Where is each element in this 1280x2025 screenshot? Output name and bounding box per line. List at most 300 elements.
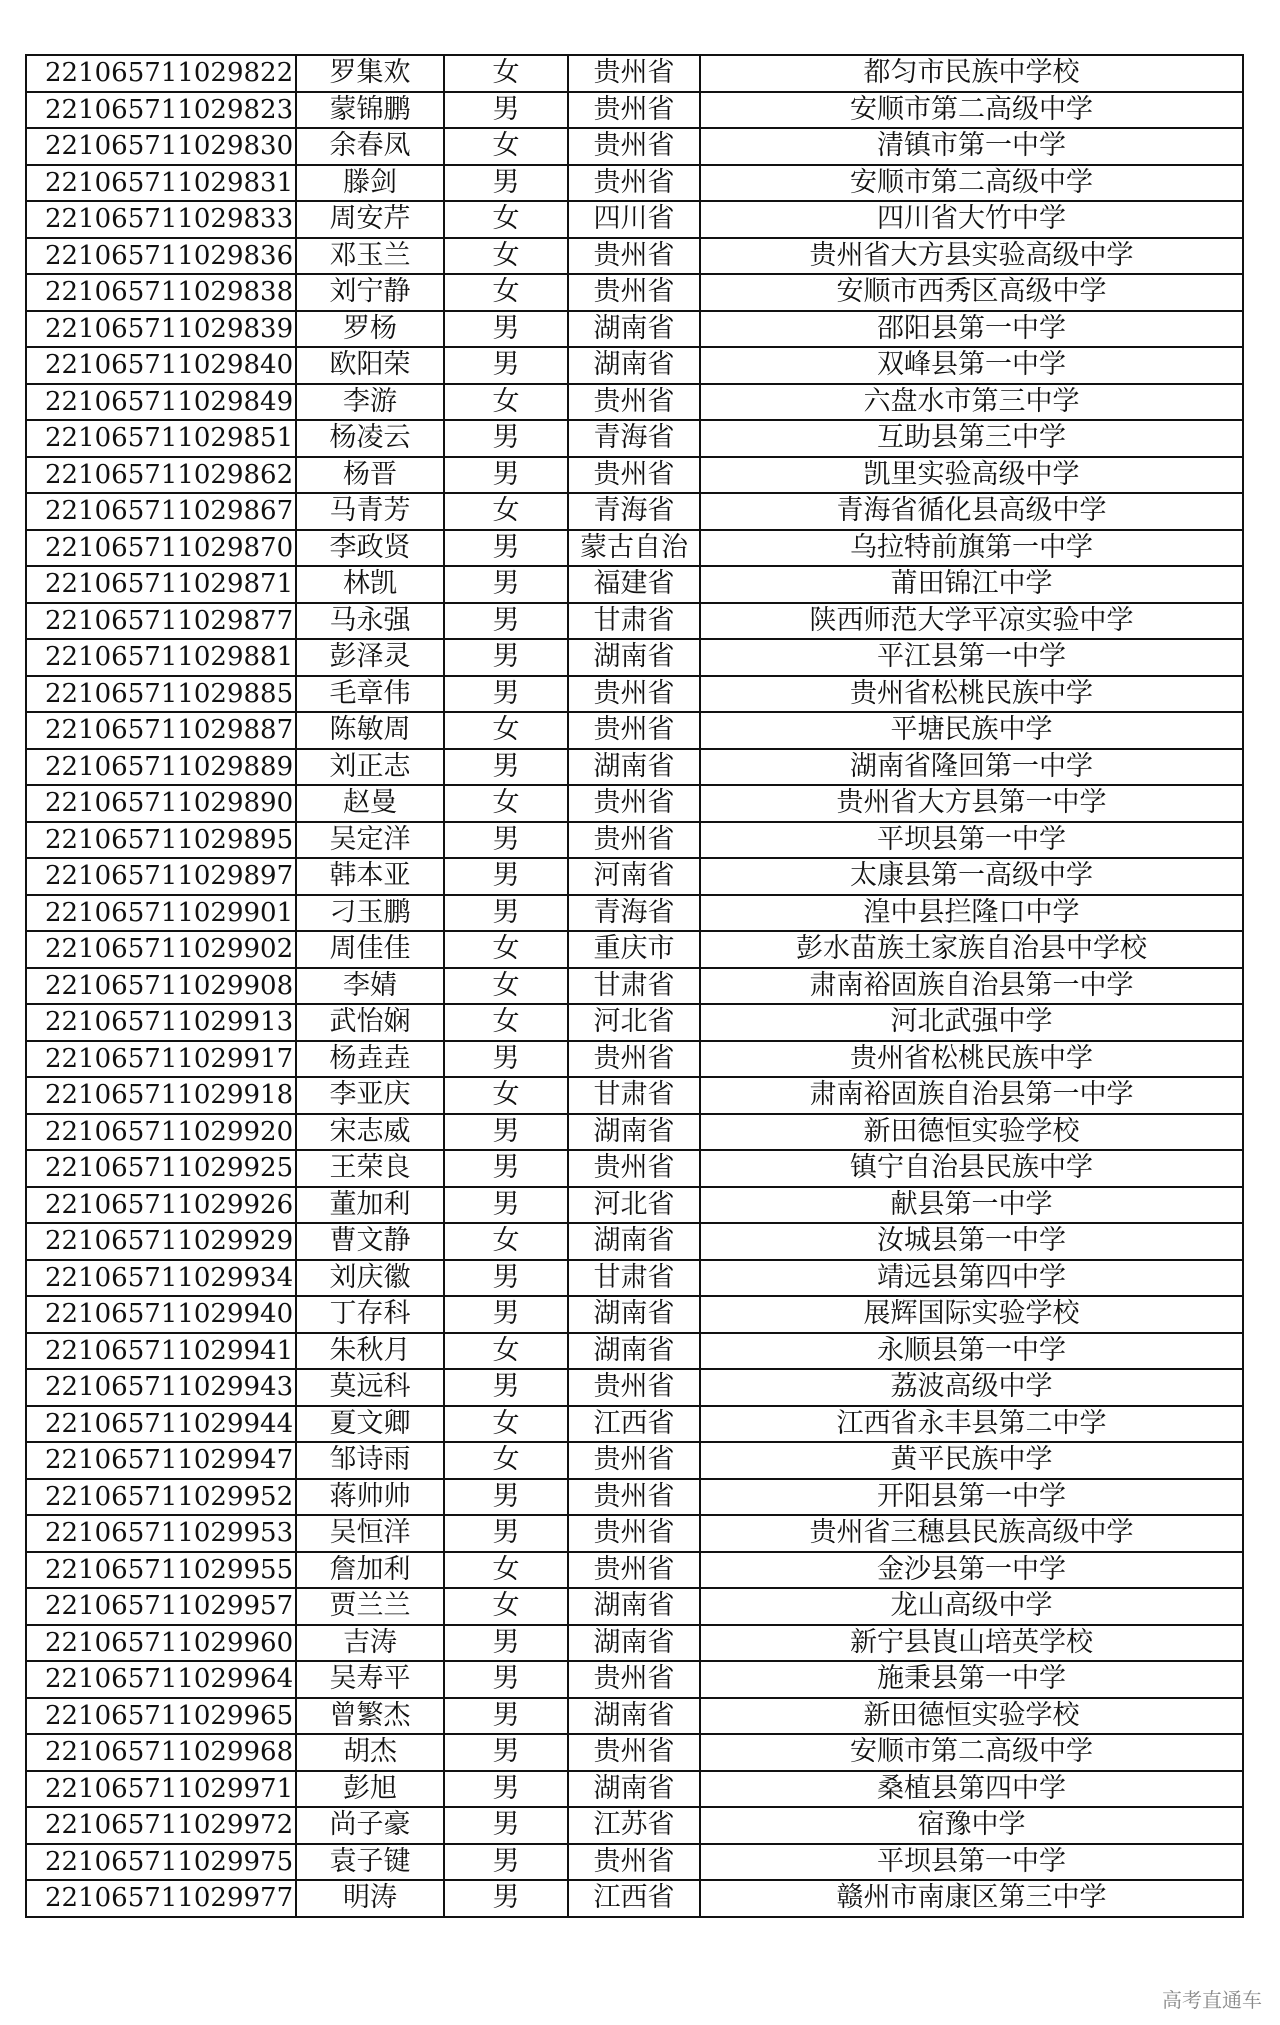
name-cell: 林凯 xyxy=(296,566,444,603)
table-row xyxy=(26,530,1243,567)
exam-number-cell: 221065711029929 xyxy=(26,1223,296,1260)
province-cell: 甘肃省 xyxy=(568,1077,700,1114)
gender-cell: 女 xyxy=(444,1004,568,1041)
province-cell: 湖南省 xyxy=(568,347,700,384)
exam-number-cell: 221065711029955 xyxy=(26,1552,296,1589)
school-cell: 献县第一中学 xyxy=(700,1187,1243,1224)
province-cell: 贵州省 xyxy=(568,128,700,165)
exam-number-cell: 221065711029851 xyxy=(26,420,296,457)
school-cell: 凯里实验高级中学 xyxy=(700,457,1243,494)
province-cell: 湖南省 xyxy=(568,1114,700,1151)
school-cell: 镇宁自治县民族中学 xyxy=(700,1150,1243,1187)
school-cell: 肃南裕固族自治县第一中学 xyxy=(700,968,1243,1005)
student-list-table xyxy=(25,54,1244,1918)
school-cell: 双峰县第一中学 xyxy=(700,347,1243,384)
province-cell: 湖南省 xyxy=(568,311,700,348)
name-cell: 李婧 xyxy=(296,968,444,1005)
name-cell: 赵曼 xyxy=(296,785,444,822)
name-cell: 胡杰 xyxy=(296,1734,444,1771)
table-row xyxy=(26,639,1243,676)
province-cell: 福建省 xyxy=(568,566,700,603)
school-cell: 邵阳县第一中学 xyxy=(700,311,1243,348)
exam-number-cell: 221065711029887 xyxy=(26,712,296,749)
school-cell: 乌拉特前旗第一中学 xyxy=(700,530,1243,567)
gender-cell: 女 xyxy=(444,1223,568,1260)
name-cell: 武怡娴 xyxy=(296,1004,444,1041)
school-cell: 平坝县第一中学 xyxy=(700,1844,1243,1881)
school-cell: 靖远县第四中学 xyxy=(700,1260,1243,1297)
exam-number-cell: 221065711029972 xyxy=(26,1807,296,1844)
student-list-body xyxy=(26,55,1243,1917)
exam-number-cell: 221065711029867 xyxy=(26,493,296,530)
table-row xyxy=(26,201,1243,238)
gender-cell: 女 xyxy=(444,128,568,165)
table-row xyxy=(26,1479,1243,1516)
gender-cell: 男 xyxy=(444,530,568,567)
gender-cell: 女 xyxy=(444,274,568,311)
name-cell: 明涛 xyxy=(296,1880,444,1917)
gender-cell: 男 xyxy=(444,1698,568,1735)
table-row xyxy=(26,1807,1243,1844)
name-cell: 蒋帅帅 xyxy=(296,1479,444,1516)
table-row xyxy=(26,493,1243,530)
school-cell: 贵州省三穗县民族高级中学 xyxy=(700,1515,1243,1552)
name-cell: 马永强 xyxy=(296,603,444,640)
province-cell: 蒙古自治 xyxy=(568,530,700,567)
exam-number-cell: 221065711029944 xyxy=(26,1406,296,1443)
gender-cell: 女 xyxy=(444,1333,568,1370)
school-cell: 贵州省松桃民族中学 xyxy=(700,676,1243,713)
table-row xyxy=(26,1880,1243,1917)
name-cell: 王荣良 xyxy=(296,1150,444,1187)
exam-number-cell: 221065711029889 xyxy=(26,749,296,786)
school-cell: 龙山高级中学 xyxy=(700,1588,1243,1625)
school-cell: 江西省永丰县第二中学 xyxy=(700,1406,1243,1443)
exam-number-cell: 221065711029964 xyxy=(26,1661,296,1698)
table-row xyxy=(26,1734,1243,1771)
school-cell: 赣州市南康区第三中学 xyxy=(700,1880,1243,1917)
name-cell: 董加利 xyxy=(296,1187,444,1224)
province-cell: 贵州省 xyxy=(568,55,700,92)
school-cell: 安顺市第二高级中学 xyxy=(700,165,1243,202)
name-cell: 尚子豪 xyxy=(296,1807,444,1844)
gender-cell: 男 xyxy=(444,1880,568,1917)
province-cell: 湖南省 xyxy=(568,1588,700,1625)
school-cell: 安顺市第二高级中学 xyxy=(700,1734,1243,1771)
gender-cell: 女 xyxy=(444,785,568,822)
exam-number-cell: 221065711029917 xyxy=(26,1041,296,1078)
gender-cell: 女 xyxy=(444,968,568,1005)
gender-cell: 男 xyxy=(444,1479,568,1516)
exam-number-cell: 221065711029941 xyxy=(26,1333,296,1370)
table-row xyxy=(26,1369,1243,1406)
school-cell: 黄平民族中学 xyxy=(700,1442,1243,1479)
table-row xyxy=(26,55,1243,92)
exam-number-cell: 221065711029870 xyxy=(26,530,296,567)
province-cell: 河北省 xyxy=(568,1187,700,1224)
exam-number-cell: 221065711029833 xyxy=(26,201,296,238)
gender-cell: 男 xyxy=(444,1369,568,1406)
gender-cell: 男 xyxy=(444,92,568,129)
gender-cell: 女 xyxy=(444,1442,568,1479)
table-row xyxy=(26,420,1243,457)
exam-number-cell: 221065711029920 xyxy=(26,1114,296,1151)
province-cell: 青海省 xyxy=(568,895,700,932)
province-cell: 甘肃省 xyxy=(568,968,700,1005)
gender-cell: 男 xyxy=(444,639,568,676)
exam-number-cell: 221065711029890 xyxy=(26,785,296,822)
gender-cell: 男 xyxy=(444,347,568,384)
gender-cell: 男 xyxy=(444,1661,568,1698)
watermark-text: 高考直通车 xyxy=(1162,1988,1262,2012)
name-cell: 刘正志 xyxy=(296,749,444,786)
school-cell: 莆田锦江中学 xyxy=(700,566,1243,603)
exam-number-cell: 221065711029902 xyxy=(26,931,296,968)
school-cell: 肃南裕固族自治县第一中学 xyxy=(700,1077,1243,1114)
province-cell: 贵州省 xyxy=(568,384,700,421)
gender-cell: 男 xyxy=(444,1187,568,1224)
exam-number-cell: 221065711029822 xyxy=(26,55,296,92)
school-cell: 都匀市民族中学校 xyxy=(700,55,1243,92)
name-cell: 蒙锦鹏 xyxy=(296,92,444,129)
table-row xyxy=(26,1041,1243,1078)
school-cell: 贵州省大方县第一中学 xyxy=(700,785,1243,822)
table-row xyxy=(26,1114,1243,1151)
school-cell: 贵州省大方县实验高级中学 xyxy=(700,238,1243,275)
exam-number-cell: 221065711029953 xyxy=(26,1515,296,1552)
name-cell: 余春凤 xyxy=(296,128,444,165)
province-cell: 贵州省 xyxy=(568,1041,700,1078)
province-cell: 湖南省 xyxy=(568,1698,700,1735)
exam-number-cell: 221065711029960 xyxy=(26,1625,296,1662)
table-row xyxy=(26,603,1243,640)
name-cell: 詹加利 xyxy=(296,1552,444,1589)
name-cell: 欧阳荣 xyxy=(296,347,444,384)
exam-number-cell: 221065711029881 xyxy=(26,639,296,676)
name-cell: 罗杨 xyxy=(296,311,444,348)
gender-cell: 女 xyxy=(444,384,568,421)
gender-cell: 男 xyxy=(444,566,568,603)
name-cell: 丁存科 xyxy=(296,1296,444,1333)
province-cell: 甘肃省 xyxy=(568,1260,700,1297)
exam-number-cell: 221065711029913 xyxy=(26,1004,296,1041)
exam-number-cell: 221065711029908 xyxy=(26,968,296,1005)
province-cell: 贵州省 xyxy=(568,676,700,713)
school-cell: 青海省循化县高级中学 xyxy=(700,493,1243,530)
table-row xyxy=(26,1004,1243,1041)
gender-cell: 男 xyxy=(444,457,568,494)
province-cell: 湖南省 xyxy=(568,1296,700,1333)
exam-number-cell: 221065711029871 xyxy=(26,566,296,603)
name-cell: 贾兰兰 xyxy=(296,1588,444,1625)
province-cell: 贵州省 xyxy=(568,1844,700,1881)
name-cell: 吉涛 xyxy=(296,1625,444,1662)
gender-cell: 女 xyxy=(444,238,568,275)
province-cell: 贵州省 xyxy=(568,822,700,859)
province-cell: 贵州省 xyxy=(568,1442,700,1479)
name-cell: 李亚庆 xyxy=(296,1077,444,1114)
table-row xyxy=(26,1150,1243,1187)
gender-cell: 男 xyxy=(444,1625,568,1662)
school-cell: 平塘民族中学 xyxy=(700,712,1243,749)
school-cell: 湟中县拦隆口中学 xyxy=(700,895,1243,932)
province-cell: 贵州省 xyxy=(568,1150,700,1187)
name-cell: 马青芳 xyxy=(296,493,444,530)
province-cell: 青海省 xyxy=(568,420,700,457)
school-cell: 新田德恒实验学校 xyxy=(700,1114,1243,1151)
exam-number-cell: 221065711029943 xyxy=(26,1369,296,1406)
name-cell: 吴定洋 xyxy=(296,822,444,859)
gender-cell: 男 xyxy=(444,1114,568,1151)
province-cell: 青海省 xyxy=(568,493,700,530)
exam-number-cell: 221065711029877 xyxy=(26,603,296,640)
exam-number-cell: 221065711029940 xyxy=(26,1296,296,1333)
exam-number-cell: 221065711029836 xyxy=(26,238,296,275)
name-cell: 彭旭 xyxy=(296,1771,444,1808)
table-row xyxy=(26,676,1243,713)
school-cell: 永顺县第一中学 xyxy=(700,1333,1243,1370)
gender-cell: 男 xyxy=(444,603,568,640)
name-cell: 滕剑 xyxy=(296,165,444,202)
school-cell: 新田德恒实验学校 xyxy=(700,1698,1243,1735)
gender-cell: 男 xyxy=(444,420,568,457)
exam-number-cell: 221065711029885 xyxy=(26,676,296,713)
school-cell: 荔波高级中学 xyxy=(700,1369,1243,1406)
province-cell: 湖南省 xyxy=(568,749,700,786)
school-cell: 陕西师范大学平凉实验中学 xyxy=(700,603,1243,640)
province-cell: 四川省 xyxy=(568,201,700,238)
table-row xyxy=(26,1698,1243,1735)
province-cell: 贵州省 xyxy=(568,1515,700,1552)
exam-number-cell: 221065711029947 xyxy=(26,1442,296,1479)
exam-number-cell: 221065711029977 xyxy=(26,1880,296,1917)
name-cell: 吴寿平 xyxy=(296,1661,444,1698)
province-cell: 贵州省 xyxy=(568,785,700,822)
exam-number-cell: 221065711029895 xyxy=(26,822,296,859)
table-row xyxy=(26,1260,1243,1297)
province-cell: 江西省 xyxy=(568,1880,700,1917)
table-row xyxy=(26,1223,1243,1260)
table-row xyxy=(26,274,1243,311)
gender-cell: 女 xyxy=(444,1588,568,1625)
exam-number-cell: 221065711029918 xyxy=(26,1077,296,1114)
province-cell: 江西省 xyxy=(568,1406,700,1443)
name-cell: 彭泽灵 xyxy=(296,639,444,676)
table-row xyxy=(26,1187,1243,1224)
school-cell: 展辉国际实验学校 xyxy=(700,1296,1243,1333)
gender-cell: 男 xyxy=(444,1844,568,1881)
province-cell: 贵州省 xyxy=(568,92,700,129)
table-row xyxy=(26,822,1243,859)
table-row xyxy=(26,712,1243,749)
gender-cell: 男 xyxy=(444,1260,568,1297)
gender-cell: 女 xyxy=(444,931,568,968)
table-row xyxy=(26,384,1243,421)
school-cell: 互助县第三中学 xyxy=(700,420,1243,457)
gender-cell: 女 xyxy=(444,1406,568,1443)
province-cell: 重庆市 xyxy=(568,931,700,968)
table-row xyxy=(26,1625,1243,1662)
name-cell: 夏文卿 xyxy=(296,1406,444,1443)
table-row xyxy=(26,238,1243,275)
table-row xyxy=(26,92,1243,129)
name-cell: 宋志威 xyxy=(296,1114,444,1151)
province-cell: 贵州省 xyxy=(568,238,700,275)
school-cell: 清镇市第一中学 xyxy=(700,128,1243,165)
school-cell: 安顺市第二高级中学 xyxy=(700,92,1243,129)
name-cell: 刘庆徽 xyxy=(296,1260,444,1297)
exam-number-cell: 221065711029952 xyxy=(26,1479,296,1516)
exam-number-cell: 221065711029971 xyxy=(26,1771,296,1808)
name-cell: 吴恒洋 xyxy=(296,1515,444,1552)
table-row xyxy=(26,1406,1243,1443)
table-row xyxy=(26,968,1243,1005)
exam-number-cell: 221065711029901 xyxy=(26,895,296,932)
school-cell: 六盘水市第三中学 xyxy=(700,384,1243,421)
name-cell: 杨晋 xyxy=(296,457,444,494)
exam-number-cell: 221065711029849 xyxy=(26,384,296,421)
province-cell: 贵州省 xyxy=(568,1479,700,1516)
exam-number-cell: 221065711029823 xyxy=(26,92,296,129)
table-row xyxy=(26,1333,1243,1370)
gender-cell: 女 xyxy=(444,712,568,749)
gender-cell: 女 xyxy=(444,1077,568,1114)
table-row xyxy=(26,457,1243,494)
name-cell: 韩本亚 xyxy=(296,858,444,895)
name-cell: 杨凌云 xyxy=(296,420,444,457)
gender-cell: 男 xyxy=(444,165,568,202)
table-row xyxy=(26,1077,1243,1114)
table-row xyxy=(26,1552,1243,1589)
table-row xyxy=(26,1442,1243,1479)
school-cell: 施秉县第一中学 xyxy=(700,1661,1243,1698)
table-row xyxy=(26,1844,1243,1881)
gender-cell: 男 xyxy=(444,1771,568,1808)
gender-cell: 女 xyxy=(444,55,568,92)
province-cell: 湖南省 xyxy=(568,1771,700,1808)
table-row xyxy=(26,1661,1243,1698)
name-cell: 周安芹 xyxy=(296,201,444,238)
school-cell: 河北武强中学 xyxy=(700,1004,1243,1041)
table-row xyxy=(26,1771,1243,1808)
exam-number-cell: 221065711029840 xyxy=(26,347,296,384)
name-cell: 曾繁杰 xyxy=(296,1698,444,1735)
exam-number-cell: 221065711029925 xyxy=(26,1150,296,1187)
exam-number-cell: 221065711029975 xyxy=(26,1844,296,1881)
table-row xyxy=(26,347,1243,384)
gender-cell: 女 xyxy=(444,493,568,530)
name-cell: 罗集欢 xyxy=(296,55,444,92)
province-cell: 甘肃省 xyxy=(568,603,700,640)
name-cell: 袁子键 xyxy=(296,1844,444,1881)
gender-cell: 男 xyxy=(444,1296,568,1333)
province-cell: 江苏省 xyxy=(568,1807,700,1844)
name-cell: 莫远科 xyxy=(296,1369,444,1406)
school-cell: 宿豫中学 xyxy=(700,1807,1243,1844)
table-row xyxy=(26,311,1243,348)
table-row xyxy=(26,858,1243,895)
name-cell: 李游 xyxy=(296,384,444,421)
name-cell: 朱秋月 xyxy=(296,1333,444,1370)
name-cell: 邓玉兰 xyxy=(296,238,444,275)
school-cell: 湖南省隆回第一中学 xyxy=(700,749,1243,786)
province-cell: 贵州省 xyxy=(568,1661,700,1698)
exam-number-cell: 221065711029965 xyxy=(26,1698,296,1735)
exam-number-cell: 221065711029926 xyxy=(26,1187,296,1224)
exam-number-cell: 221065711029839 xyxy=(26,311,296,348)
province-cell: 湖南省 xyxy=(568,1625,700,1662)
school-cell: 四川省大竹中学 xyxy=(700,201,1243,238)
province-cell: 湖南省 xyxy=(568,1223,700,1260)
gender-cell: 男 xyxy=(444,858,568,895)
gender-cell: 男 xyxy=(444,895,568,932)
province-cell: 湖南省 xyxy=(568,639,700,676)
gender-cell: 女 xyxy=(444,201,568,238)
province-cell: 贵州省 xyxy=(568,1734,700,1771)
exam-number-cell: 221065711029957 xyxy=(26,1588,296,1625)
school-cell: 桑植县第四中学 xyxy=(700,1771,1243,1808)
table-row xyxy=(26,128,1243,165)
table-row xyxy=(26,785,1243,822)
table-row xyxy=(26,165,1243,202)
gender-cell: 男 xyxy=(444,676,568,713)
gender-cell: 男 xyxy=(444,1041,568,1078)
province-cell: 贵州省 xyxy=(568,165,700,202)
name-cell: 刁玉鹏 xyxy=(296,895,444,932)
exam-number-cell: 221065711029968 xyxy=(26,1734,296,1771)
gender-cell: 男 xyxy=(444,311,568,348)
name-cell: 刘宁静 xyxy=(296,274,444,311)
gender-cell: 女 xyxy=(444,1552,568,1589)
table-row xyxy=(26,895,1243,932)
school-cell: 开阳县第一中学 xyxy=(700,1479,1243,1516)
name-cell: 陈敏周 xyxy=(296,712,444,749)
province-cell: 贵州省 xyxy=(568,274,700,311)
name-cell: 毛章伟 xyxy=(296,676,444,713)
gender-cell: 男 xyxy=(444,1807,568,1844)
exam-number-cell: 221065711029831 xyxy=(26,165,296,202)
table-row xyxy=(26,1515,1243,1552)
gender-cell: 男 xyxy=(444,822,568,859)
province-cell: 河北省 xyxy=(568,1004,700,1041)
exam-number-cell: 221065711029830 xyxy=(26,128,296,165)
school-cell: 平江县第一中学 xyxy=(700,639,1243,676)
gender-cell: 男 xyxy=(444,1515,568,1552)
gender-cell: 男 xyxy=(444,1150,568,1187)
school-cell: 安顺市西秀区高级中学 xyxy=(700,274,1243,311)
table-row xyxy=(26,1588,1243,1625)
province-cell: 湖南省 xyxy=(568,1333,700,1370)
exam-number-cell: 221065711029897 xyxy=(26,858,296,895)
exam-number-cell: 221065711029934 xyxy=(26,1260,296,1297)
province-cell: 贵州省 xyxy=(568,1552,700,1589)
province-cell: 贵州省 xyxy=(568,712,700,749)
name-cell: 周佳佳 xyxy=(296,931,444,968)
name-cell: 邹诗雨 xyxy=(296,1442,444,1479)
exam-number-cell: 221065711029862 xyxy=(26,457,296,494)
school-cell: 太康县第一高级中学 xyxy=(700,858,1243,895)
exam-number-cell: 221065711029838 xyxy=(26,274,296,311)
province-cell: 河南省 xyxy=(568,858,700,895)
table-row xyxy=(26,566,1243,603)
province-cell: 贵州省 xyxy=(568,1369,700,1406)
name-cell: 曹文静 xyxy=(296,1223,444,1260)
school-cell: 彭水苗族土家族自治县中学校 xyxy=(700,931,1243,968)
table-row xyxy=(26,931,1243,968)
school-cell: 平坝县第一中学 xyxy=(700,822,1243,859)
school-cell: 贵州省松桃民族中学 xyxy=(700,1041,1243,1078)
gender-cell: 男 xyxy=(444,749,568,786)
